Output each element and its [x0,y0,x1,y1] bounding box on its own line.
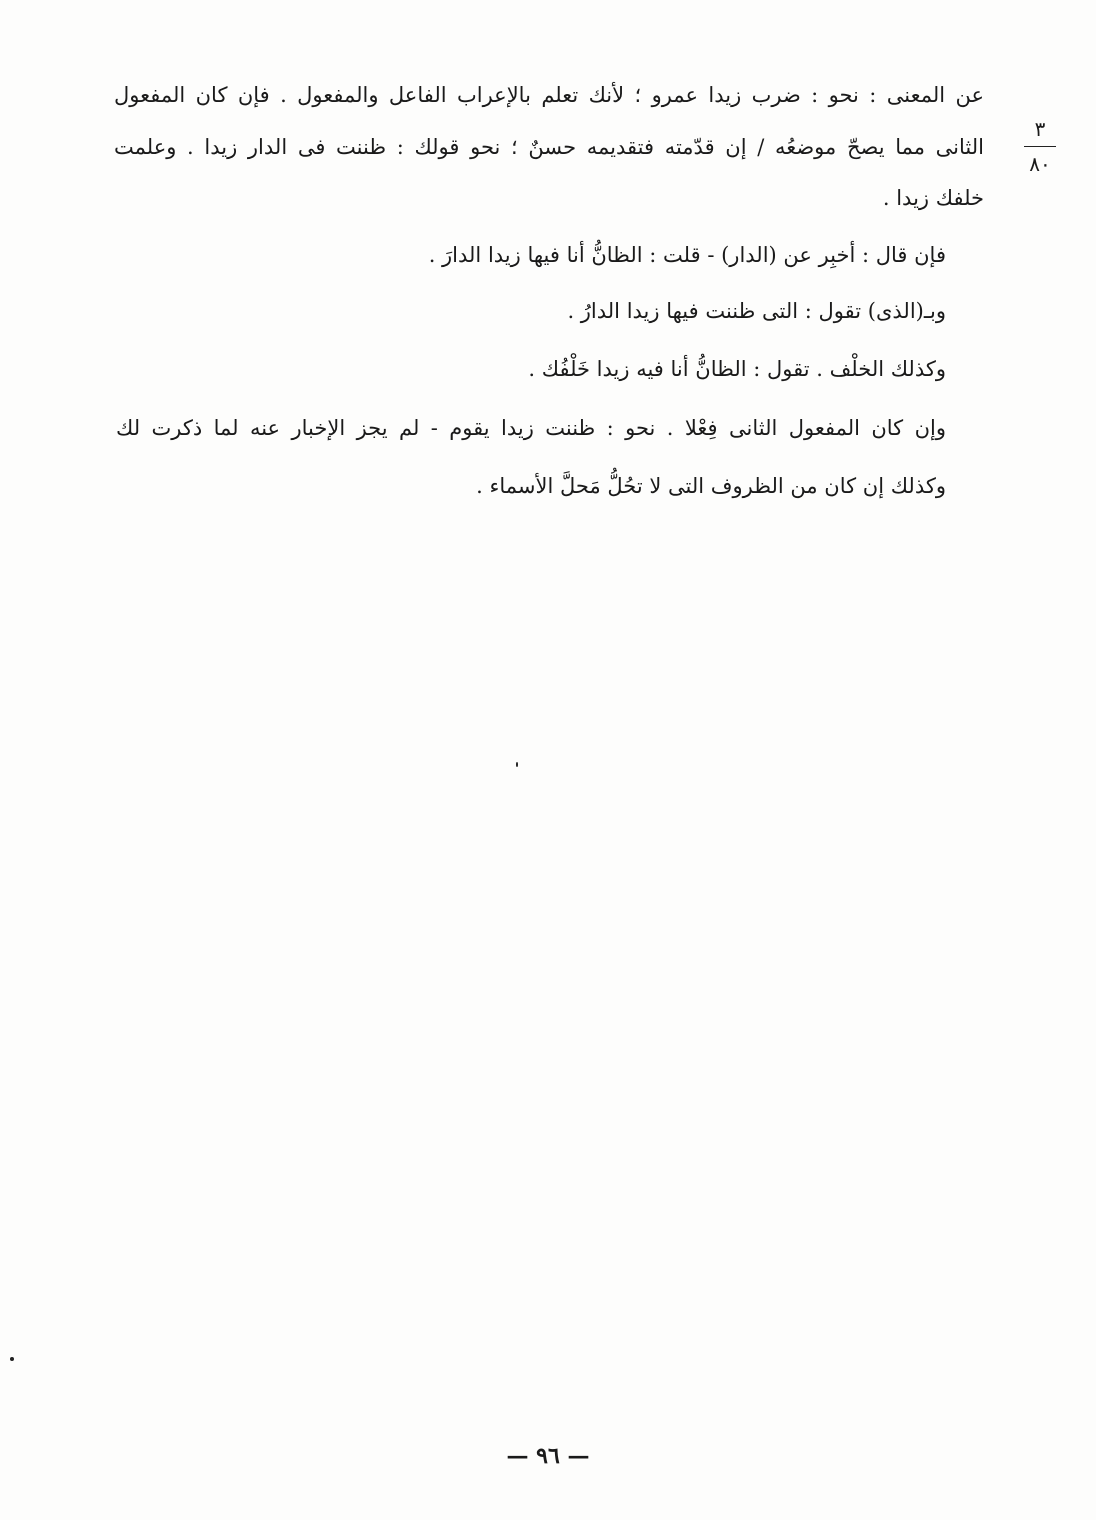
paragraph1-line-2: الثانى مما يصحّ موضعُه / إن قدّمته فتقديمه حسنٌ ؛ نحو قولك : ظننت فى الدار زيدا . وعلمت [114,135,984,159]
paragraph1-line-1: عن المعنى : نحو : ضرب زيدا عمرو ؛ لأنك تعلم بالإعراب الفاعل والمفعول . فإن كان المفعول [114,83,984,107]
text-line-4: وإن كان المفعول الثانى فِعْلا . نحو : ظننت زيدا يقوم - لم يجز الإخبار عنه لما ذكرت لك [116,416,946,440]
scan-speck [516,762,518,767]
margin-note-rule [1024,146,1056,147]
paragraph1-line-3: خلفك زيدا . [882,186,984,210]
page-number: — ٩٦ — [506,1443,590,1469]
scan-speck [10,1357,14,1361]
text-line-1: فإن قال : أخبِر عن (الدار) - قلت : الظانُّ أنا فيها زيدا الدارَ . [428,243,946,267]
text-line-2: وبـ(الذى) تقول : التى ظننت فيها زيدا الدارُ . [567,299,946,323]
margin-folio-note [1020,116,1060,177]
text-line-3: وكذلك الخلْف . تقول : الظانُّ أنا فيه زيدا خَلْفُك . [528,357,946,381]
text-line-5: وكذلك إن كان من الظروف التى لا تحُلُّ مَحلَّ الأسماء . [476,474,946,498]
margin-note-top: ٣ [1034,117,1046,141]
margin-note-bottom: ٨٠ [1029,152,1051,176]
